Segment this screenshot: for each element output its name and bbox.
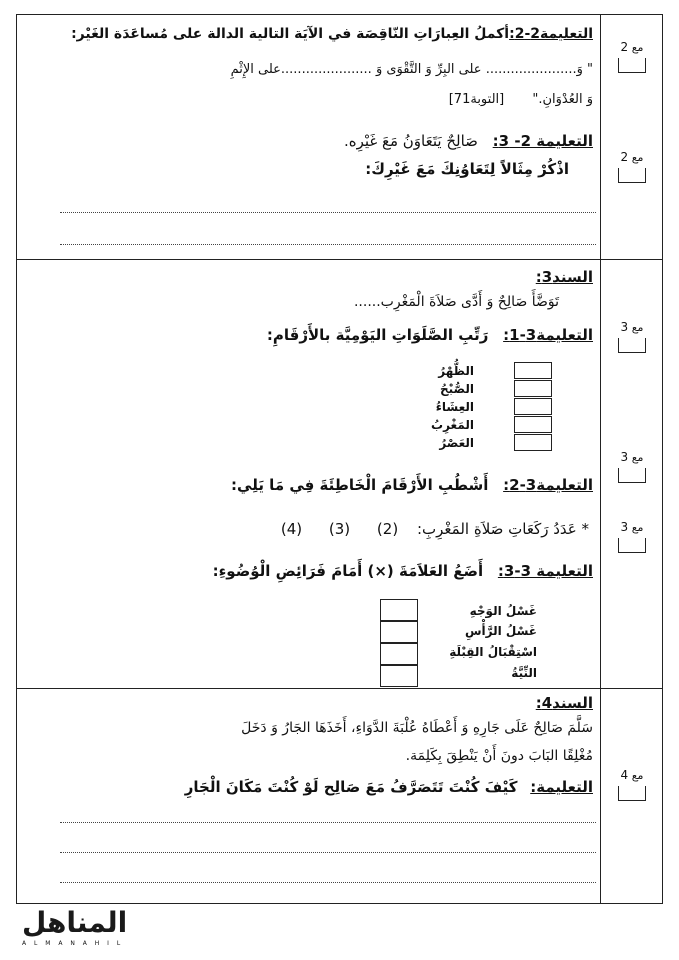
section-divider-1 [16, 259, 663, 260]
answer-line[interactable] [60, 882, 596, 883]
score-mark-4 [612, 768, 652, 782]
score-value: 4 [620, 768, 629, 782]
source-4-line-1: سَلَّمَ صَالِحٌ عَلَى جَارِهِ وَ أَعْطَاهُ عُلْبَةَ الدَّوَاءِ، أَخَذَهَا الجَارُ وَ دَخَلَ [241, 720, 593, 736]
answer-line[interactable] [60, 852, 596, 853]
score-label: مع [631, 151, 644, 164]
instruction-text: أَضَعُ العَلاَمَةَ (×) أَمَامَ فَرَائِضِ الْوُضُوءِ: [212, 562, 484, 580]
order-box[interactable] [514, 380, 552, 397]
score-value: 2 [620, 40, 629, 54]
source-label: السند4: [535, 694, 593, 712]
order-box[interactable] [514, 416, 552, 433]
score-value: 3 [620, 450, 629, 464]
logo-text: المناهل [22, 906, 128, 939]
score-label: مع [631, 41, 644, 54]
score-label: مع [631, 769, 644, 782]
instruction-text: كَيْفَ كُنْتَ تَتَصَرَّفُ مَعَ صَالِح لَوْ كُنْتَ مَكَانَ الْجَارِ [184, 778, 518, 796]
answer-line[interactable] [60, 244, 596, 245]
source-label: السند3: [535, 268, 593, 286]
score-mark-2-2 [612, 40, 652, 54]
verse-text: وَ العُدْوَانِ." [532, 92, 593, 107]
instruction-label: التعليمة3-1: [503, 326, 593, 344]
almanahil-logo [22, 908, 162, 952]
instruction-2-3 [344, 132, 593, 150]
question-2-3 [365, 160, 569, 178]
wudu-item: النِّيَّةُ [511, 666, 537, 680]
source-3-label [536, 268, 593, 286]
score-box[interactable] [618, 168, 646, 183]
prayer-label: الصُّبْحُ [440, 382, 474, 396]
check-box[interactable] [380, 643, 418, 665]
section-divider-2 [16, 688, 663, 689]
rakaat-question [281, 520, 589, 538]
instruction-label: التعليمة 2- 3: [492, 132, 593, 150]
score-label: مع [631, 521, 644, 534]
instruction-label: التعليمة: [530, 778, 593, 796]
instruction-4 [185, 778, 593, 796]
instruction-label: التعليمة3-2: [503, 476, 593, 494]
order-box[interactable] [514, 434, 552, 451]
score-label: مع [631, 451, 644, 464]
score-box[interactable] [618, 58, 646, 73]
instruction-text: أكملُ العِبارَاتِ النّاقِصَة في الآيَة التالية الدالة على مُساعَدَة الغَيْر: [71, 26, 510, 42]
instruction-3-3 [213, 562, 593, 580]
score-box[interactable] [618, 468, 646, 483]
score-label: مع [631, 321, 644, 334]
instruction-label: التعليمة2-2: [509, 26, 593, 42]
score-mark-3-3 [612, 520, 652, 534]
verse-line-1: " وَ...................... على البِرِّ وَ التَّقْوَى وَ ......................على الإِثْمِ [230, 62, 593, 77]
option-4[interactable]: (4) [280, 520, 303, 538]
option-3[interactable]: (3) [328, 520, 351, 538]
instruction-3-2 [231, 476, 593, 494]
score-value: 2 [620, 150, 629, 164]
wudu-item: اسْتِقْبَالُ القِبْلَةِ [449, 645, 537, 659]
instruction-text: أَشْطُبِ الأَرْقَامَ الْخَاطِئَةَ فِي مَا يَلِي: [231, 476, 489, 494]
source-4-line-2: مُغْلِقًا البَابَ دونَ أَنْ يَنْطِقَ بِكَلِمَة. [405, 748, 593, 764]
source-3-text: تَوَضَّأَ صَالِحٌ وَ أَدَّى صَلاَةَ الْمَغْرِب...... [353, 294, 559, 310]
check-box[interactable] [380, 621, 418, 643]
answer-line[interactable] [60, 822, 596, 823]
question-text: اذْكُرْ مِثَالاً لِتَعَاوُنِكَ مَعَ غَيْرِكَ: [365, 160, 569, 178]
verse-reference: [التوبة71] [448, 92, 505, 107]
score-box[interactable] [618, 338, 646, 353]
check-box[interactable] [380, 665, 418, 687]
wudu-item: غَسْلُ الوَجْهِ [469, 604, 537, 618]
logo-subtext: A L M A N A H I L [22, 940, 124, 947]
prayer-label: المَغْرِبُ [431, 418, 474, 432]
score-mark-2-3 [612, 150, 652, 164]
margin-divider [600, 14, 601, 904]
answer-line[interactable] [60, 212, 596, 213]
order-box[interactable] [514, 398, 552, 415]
prayer-label: الظُّهْرُ [438, 364, 474, 378]
source-4-label [536, 694, 593, 712]
score-mark-3-2 [612, 450, 652, 464]
prayer-label: العَصْرُ [439, 436, 474, 450]
instruction-2-2 [71, 26, 593, 42]
score-box[interactable] [618, 538, 646, 553]
score-mark-3-1 [612, 320, 652, 334]
instruction-text: صَالِحٌ يَتَعَاوَنُ مَعَ غَيْرِه. [343, 132, 478, 150]
instruction-text: رَتِّبِ الصَّلَوَاتِ اليَوْمِيَّة بالأَرْقَامِ: [266, 326, 489, 344]
order-box[interactable] [514, 362, 552, 379]
question-text: * عَدَدُ رَكَعَاتِ صَلاَةِ المَغْرِبِ: [416, 520, 589, 538]
instruction-3-1 [267, 326, 593, 344]
instruction-label: التعليمة 3-3: [497, 562, 593, 580]
option-2[interactable]: (2) [376, 520, 399, 538]
score-box[interactable] [618, 786, 646, 801]
wudu-item: غَسْلُ الرَّأْسِ [464, 624, 537, 638]
score-value: 3 [620, 520, 629, 534]
score-value: 3 [620, 320, 629, 334]
check-box[interactable] [380, 599, 418, 621]
prayer-label: العِشَاءُ [435, 400, 474, 414]
verse-line-2 [449, 92, 593, 107]
